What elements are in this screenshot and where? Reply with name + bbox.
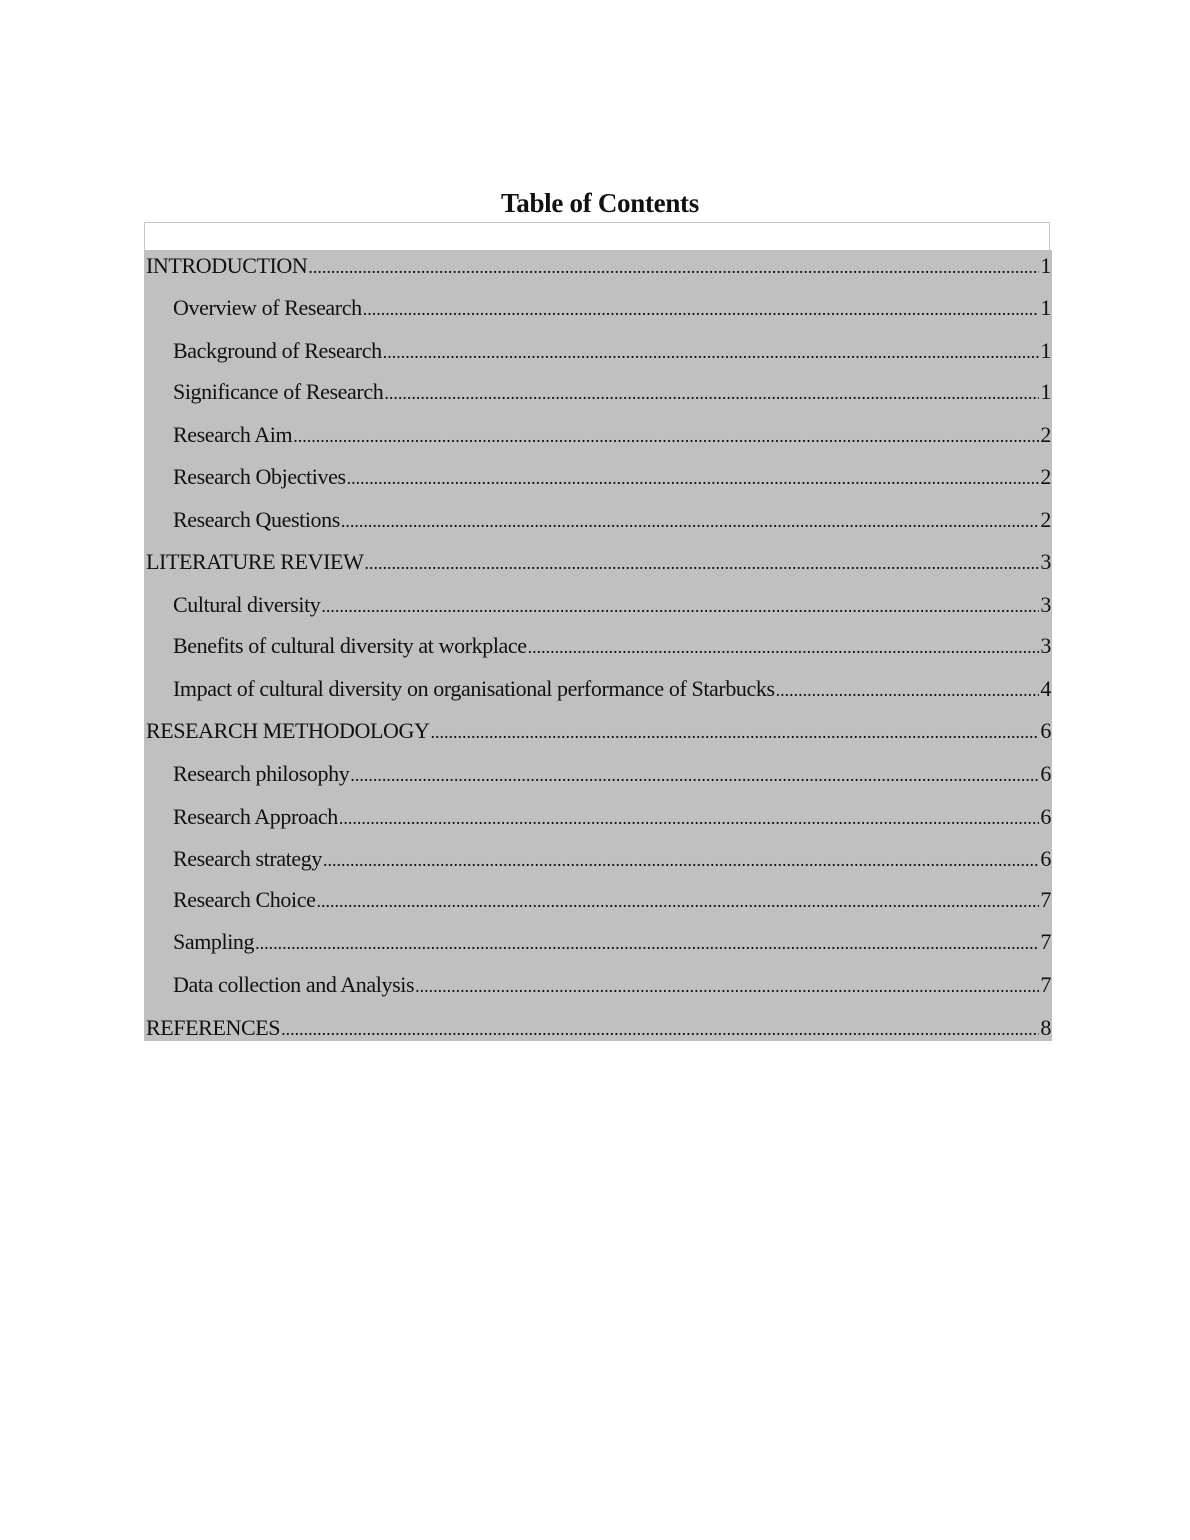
toc-entry-label: REFERENCES: [146, 1015, 281, 1040]
toc-entry-label: Research philosophy: [173, 761, 350, 786]
toc-dot-leader: [323, 846, 1039, 872]
toc-entry-page: 6: [1040, 761, 1051, 786]
toc-entry-label: Research Aim: [173, 422, 293, 447]
toc-entry-label: LITERATURE REVIEW: [146, 549, 364, 574]
toc-dot-leader: [776, 676, 1040, 702]
toc-entry-label: Data collection and Analysis: [173, 972, 415, 997]
toc-entry-label: Research Questions: [173, 507, 340, 532]
toc-entry-page: 3: [1040, 633, 1051, 658]
toc-entry[interactable]: [144, 969, 1052, 1001]
toc-dot-leader: [528, 633, 1040, 659]
toc-entry[interactable]: [144, 843, 1052, 875]
toc-dot-leader: [347, 464, 1040, 490]
toc-dot-leader: [415, 972, 1039, 998]
toc-dot-leader: [308, 253, 1039, 279]
toc-entry[interactable]: [144, 376, 1052, 408]
toc-entry-page: 4: [1040, 676, 1051, 701]
toc-entry-page: 3: [1040, 592, 1051, 617]
toc-entry[interactable]: [144, 801, 1052, 833]
toc-dot-leader: [281, 1015, 1039, 1041]
toc-entry[interactable]: [144, 926, 1052, 958]
toc-entry-page: 3: [1040, 549, 1051, 574]
toc-entry-label: Background of Research: [173, 338, 382, 363]
toc-entry-label: RESEARCH METHODOLOGY: [146, 718, 430, 743]
toc-dot-leader: [293, 422, 1039, 448]
toc-entry[interactable]: [144, 715, 1052, 747]
toc-entry-label: Overview of Research: [173, 295, 362, 320]
toc-dot-leader: [384, 379, 1039, 405]
toc-entry-page: 8: [1040, 1015, 1051, 1040]
toc-dot-leader: [383, 338, 1040, 364]
toc-entry-page: 2: [1040, 464, 1051, 489]
toc-entry[interactable]: [144, 758, 1052, 790]
toc-entry-page: 1: [1040, 253, 1051, 278]
toc-dot-leader: [316, 887, 1039, 913]
toc-entry-label: Cultural diversity: [173, 592, 321, 617]
toc-dot-leader: [321, 592, 1039, 618]
toc-entry-label: Research Choice: [173, 887, 316, 912]
toc-entry-page: 7: [1040, 887, 1051, 912]
toc-entry-label: Research Objectives: [173, 464, 346, 489]
toc-entry-page: 2: [1040, 507, 1051, 532]
toc-entry[interactable]: [144, 250, 1052, 282]
toc-entry[interactable]: [144, 884, 1052, 916]
toc-entry-label: Research Approach: [173, 804, 338, 829]
toc-dot-leader: [255, 929, 1039, 955]
toc-entry[interactable]: [144, 546, 1052, 578]
toc-dot-leader: [341, 507, 1039, 533]
toc-entry[interactable]: [144, 589, 1052, 621]
toc-entry[interactable]: [144, 461, 1052, 493]
toc-entry[interactable]: [144, 292, 1052, 324]
toc-dot-leader: [363, 295, 1040, 321]
page-title: Table of Contents: [501, 188, 699, 218]
toc-entry-page: 1: [1040, 338, 1051, 363]
toc-dot-leader: [364, 549, 1039, 575]
toc-dot-leader: [339, 804, 1040, 830]
toc-entry[interactable]: [144, 419, 1052, 451]
toc-entry-label: Sampling: [173, 929, 255, 954]
toc-entry[interactable]: [144, 504, 1052, 536]
toc-header-box: [144, 222, 1050, 250]
toc-entry-label: Research strategy: [173, 846, 322, 871]
toc-entry-page: 6: [1040, 718, 1051, 743]
toc-entry-page: 7: [1040, 929, 1051, 954]
toc-entry[interactable]: [144, 335, 1052, 367]
toc-entry-label: Benefits of cultural diversity at workplace: [173, 633, 527, 658]
toc-entry-page: 7: [1040, 972, 1051, 997]
toc-entry-label: Significance of Research: [173, 379, 384, 404]
toc-entry-page: 6: [1040, 846, 1051, 871]
toc-dot-leader: [431, 718, 1040, 744]
toc-entry-page: 2: [1040, 422, 1051, 447]
toc-dot-leader: [350, 761, 1039, 787]
toc-entry-label: INTRODUCTION: [146, 253, 308, 278]
toc-entry[interactable]: [144, 1012, 1052, 1044]
toc-entry-page: 1: [1040, 295, 1051, 320]
toc-entry[interactable]: [144, 673, 1052, 705]
toc-entry-label: Impact of cultural diversity on organisational performance of Starbucks: [173, 676, 775, 701]
toc-list: [144, 250, 1052, 1041]
toc-entry-page: 1: [1040, 379, 1051, 404]
toc-entry[interactable]: [144, 630, 1052, 662]
toc-entry-page: 6: [1040, 804, 1051, 829]
